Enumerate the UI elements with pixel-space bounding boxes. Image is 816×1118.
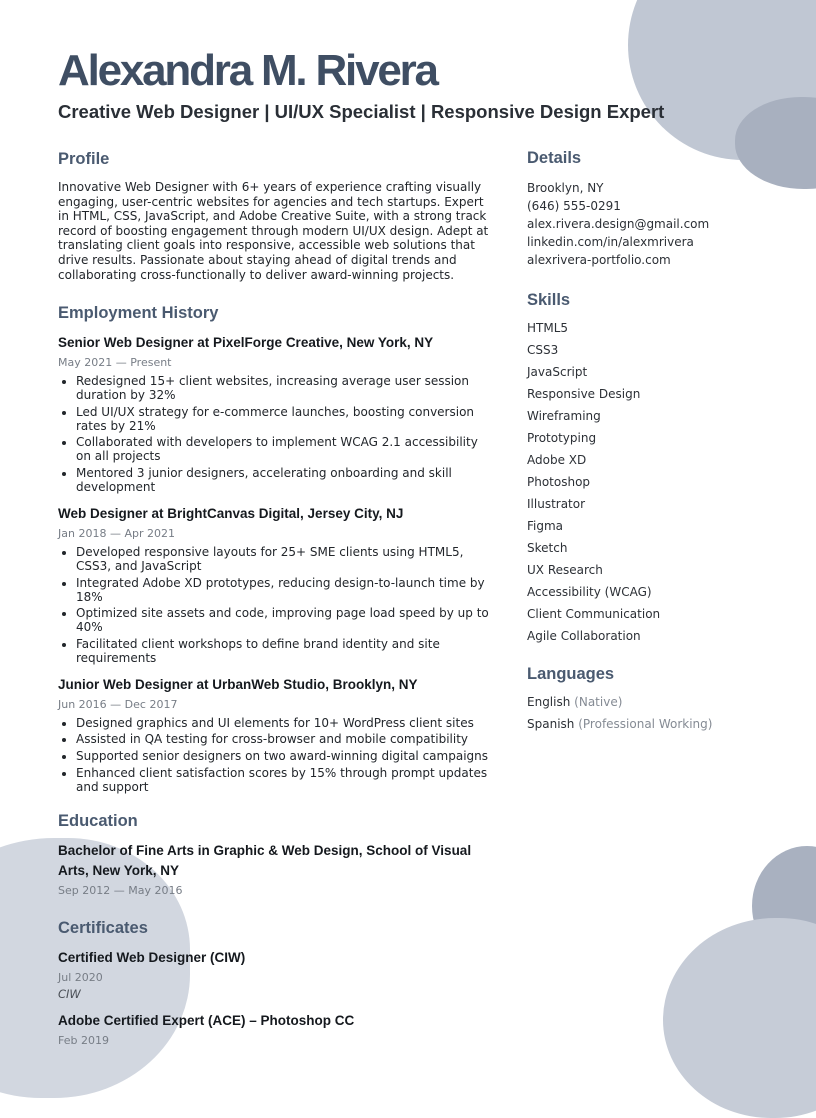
skill-item: Prototyping: [527, 431, 597, 445]
language-level: (Professional Working): [578, 717, 713, 731]
skill-item: HTML5: [527, 321, 569, 335]
linkedin-link[interactable]: linkedin.com/in/alexmrivera: [527, 235, 694, 249]
education-heading: Education: [58, 811, 138, 830]
achievement-item: • Supported senior designers on two award-winning digital campaigns: [76, 749, 494, 763]
email-link[interactable]: alex.rivera.design@gmail.com: [527, 217, 710, 231]
certificate-entry: [58, 948, 494, 1001]
skill-item: Photoshop: [527, 475, 591, 489]
skill-item: Accessibility (WCAG): [527, 585, 652, 599]
job-entry: [58, 333, 494, 494]
job-dates: Jan 2018 — Apr 2021: [58, 526, 175, 540]
employment-section: [58, 304, 494, 793]
certificate-date: Jul 2020: [58, 970, 103, 984]
job-achievements: [58, 545, 494, 665]
education-dates: Sep 2012 — May 2016: [58, 883, 183, 897]
job-title: Web Designer at BrightCanvas Digital, Jersey City, NJ: [58, 505, 404, 521]
job-achievements: [58, 716, 494, 794]
achievement-item: • Optimized site assets and code, improving page load speed by up to 40%: [76, 606, 494, 634]
certificate-issuer: CIW: [58, 986, 81, 1001]
skill-item: Sketch: [527, 541, 568, 555]
skill-item: JavaScript: [527, 365, 588, 379]
achievement-item: • Assisted in QA testing for cross-browser and mobile compatibility: [76, 732, 494, 746]
decorative-blob-bottom-right: [663, 918, 816, 1118]
candidate-name: Alexandra M. Rivera: [58, 46, 437, 95]
profile-section: [58, 150, 494, 282]
skill-item: Illustrator: [527, 497, 586, 511]
achievement-item: • Collaborated with developers to implement WCAG 2.1 accessibility on all projects: [76, 435, 494, 463]
phone-text: (646) 555-0291: [527, 199, 621, 213]
achievement-item: • Developed responsive layouts for 25+ SME clients using HTML5, CSS3, and JavaScript: [76, 545, 494, 573]
achievement-item: • Facilitated client workshops to define brand identity and site requirements: [76, 637, 494, 665]
education-section: [58, 812, 494, 897]
portfolio-link[interactable]: alexrivera-portfolio.com: [527, 253, 671, 267]
job-dates: Jun 2016 — Dec 2017: [58, 697, 178, 711]
certificate-name: Certified Web Designer (CIW): [58, 949, 246, 965]
main-column: [58, 150, 494, 1047]
skill-item: CSS3: [527, 343, 559, 357]
skill-item: Figma: [527, 519, 564, 533]
skill-item: Agile Collaboration: [527, 629, 641, 643]
job-title: Junior Web Designer at UrbanWeb Studio, Brooklyn, NY: [58, 676, 418, 692]
languages-heading: Languages: [527, 665, 615, 683]
skill-item: Adobe XD: [527, 453, 587, 467]
language-level: (Native): [574, 695, 623, 709]
job-entry: [58, 675, 494, 794]
language-name: Spanish: [527, 717, 575, 731]
language-item: [527, 691, 767, 713]
location-text: Brooklyn, NY: [527, 181, 604, 195]
certificate-entry: [58, 1011, 494, 1047]
achievement-item: • Integrated Adobe XD prototypes, reducing design-to-launch time by 18%: [76, 576, 494, 604]
profile-heading: Profile: [58, 150, 110, 168]
language-item: [527, 713, 767, 735]
profile-summary: Innovative Web Designer with 6+ years of experience crafting visually engaging, user-centric websites for agencies and tech startups. Expert in HTML, CSS, JavaScript, and Adobe Creative Suite, with a strong track record of boosting engagement through modern UI/UX design. Adept at translating client goals into responsive, accessible web solutions that drive results. Passionate about staying ahead of digital trends and collaborating cross-functionally to deliver award-winning projects.: [58, 180, 489, 282]
candidate-tagline: Creative Web Designer | UI/UX Specialist | Responsive Design Expert: [58, 101, 665, 122]
language-name: English: [527, 695, 571, 709]
degree-title: Bachelor of Fine Arts in Graphic & Web Design, School of Visual Arts, New York, NY: [58, 842, 472, 878]
certificates-section: [58, 919, 494, 1047]
employment-heading: Employment History: [58, 304, 219, 323]
languages-section: [527, 665, 767, 735]
skill-item: Client Communication: [527, 607, 661, 621]
skill-item: UX Research: [527, 563, 603, 577]
job-title: Senior Web Designer at PixelForge Creative, New York, NY: [58, 335, 434, 351]
details-section: [527, 149, 767, 269]
certificates-heading: Certificates: [58, 918, 148, 937]
skills-heading: Skills: [527, 291, 571, 309]
skills-section: [527, 291, 767, 647]
achievement-item: • Led UI/UX strategy for e-commerce launches, boosting conversion rates by 21%: [76, 405, 494, 433]
achievement-item: • Enhanced client satisfaction scores by 15% through prompt updates and support: [76, 766, 494, 794]
skill-item: Responsive Design: [527, 387, 641, 401]
job-achievements: [58, 374, 494, 494]
skill-item: Wireframing: [527, 409, 601, 423]
sidebar-column: [527, 149, 767, 735]
certificate-name: Adobe Certified Expert (ACE) – Photoshop CC: [58, 1012, 355, 1028]
certificate-date: Feb 2019: [58, 1033, 109, 1047]
achievement-item: • Designed graphics and UI elements for 10+ WordPress client sites: [76, 716, 494, 730]
achievement-item: • Redesigned 15+ client websites, increasing average user session duration by 32%: [76, 374, 494, 402]
achievement-item: • Mentored 3 junior designers, accelerating onboarding and skill development: [76, 466, 494, 494]
job-entry: [58, 504, 494, 665]
details-heading: Details: [527, 149, 582, 167]
job-dates: May 2021 — Present: [58, 356, 172, 370]
